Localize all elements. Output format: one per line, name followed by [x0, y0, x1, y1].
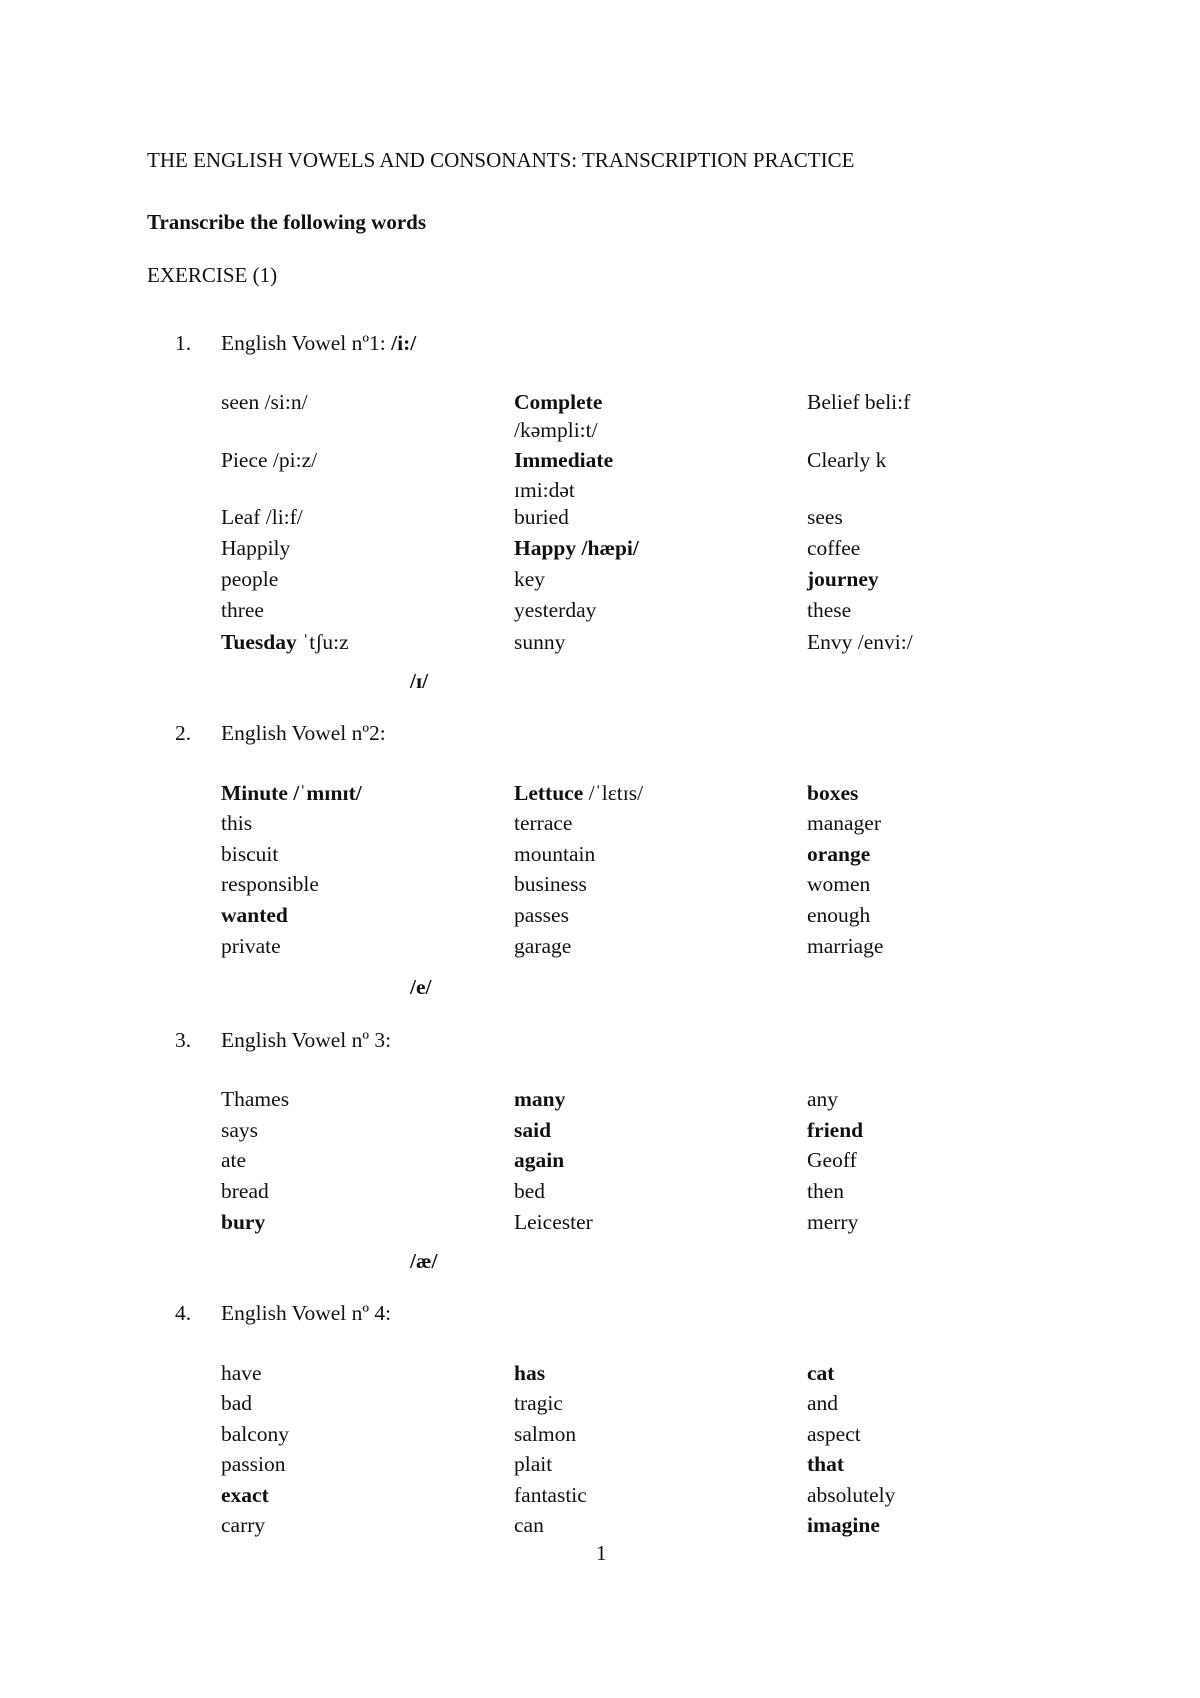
- next-vowel-symbol: /e/: [410, 975, 432, 999]
- word-cell: journey: [807, 567, 879, 591]
- word-cell: bury: [221, 1210, 266, 1234]
- word-cell: Happy /hæpi/: [514, 536, 639, 560]
- word-cell: private: [221, 934, 281, 958]
- word-cell: said: [514, 1118, 552, 1142]
- word-cell: key: [514, 567, 546, 591]
- next-vowel-symbol: /ɪ/: [410, 669, 429, 693]
- word-cell: ɪmi:dət: [514, 478, 575, 502]
- word-cell: Thames: [221, 1087, 290, 1111]
- document-title: THE ENGLISH VOWELS AND CONSONANTS: TRANSCRIPTION PRACTICE: [147, 148, 855, 172]
- word-cell: says: [221, 1118, 259, 1142]
- exercise-heading: EXERCISE (1): [147, 263, 278, 287]
- word-cell: imagine: [807, 1513, 880, 1537]
- word-cell: Complete: [514, 390, 603, 414]
- word-cell: Lettuce /ˈlɛtɪs/: [514, 781, 644, 805]
- word-cell: this: [221, 811, 253, 835]
- word-cell: balcony: [221, 1422, 290, 1446]
- page-number: 1: [596, 1541, 607, 1565]
- word-cell: Immediate: [514, 448, 614, 472]
- word-cell: any: [807, 1087, 839, 1111]
- word-cell: absolutely: [807, 1483, 896, 1507]
- word-cell: has: [514, 1361, 546, 1385]
- word-cell: women: [807, 872, 871, 896]
- section-label: English Vowel nº 4:: [221, 1301, 392, 1325]
- word-cell: terrace: [514, 811, 573, 835]
- instructions: Transcribe the following words: [147, 210, 427, 234]
- word-cell: have: [221, 1361, 262, 1385]
- word-cell: seen /si:n/: [221, 390, 308, 414]
- word-cell: bread: [221, 1179, 269, 1203]
- word-cell: fantastic: [514, 1483, 587, 1507]
- word-cell: people: [221, 567, 279, 591]
- word-cell: orange: [807, 842, 871, 866]
- word-cell: responsible: [221, 872, 319, 896]
- word-cell: marriage: [807, 934, 884, 958]
- word-cell: Belief beli:f: [807, 390, 911, 414]
- section-label: English Vowel nº1: /i:/: [221, 331, 417, 355]
- word-cell: Leicester: [514, 1210, 593, 1234]
- word-cell: bed: [514, 1179, 546, 1203]
- word-cell: carry: [221, 1513, 266, 1537]
- word-cell: Minute /ˈmɪnɪt/: [221, 781, 362, 805]
- word-cell: Piece /pi:z/: [221, 448, 318, 472]
- word-cell: Tuesday ˈtʃu:z: [221, 630, 349, 654]
- word-cell: sees: [807, 505, 843, 529]
- word-cell: merry: [807, 1210, 859, 1234]
- word-cell: coffee: [807, 536, 861, 560]
- section-label: English Vowel nº2:: [221, 721, 386, 745]
- word-cell: yesterday: [514, 598, 597, 622]
- word-cell: again: [514, 1148, 565, 1172]
- word-cell: exact: [221, 1483, 269, 1507]
- word-cell: these: [807, 598, 852, 622]
- word-cell: ate: [221, 1148, 247, 1172]
- word-cell: business: [514, 872, 587, 896]
- word-cell: /kəmpli:t/: [514, 418, 598, 442]
- word-cell: can: [514, 1513, 544, 1537]
- word-cell: plait: [514, 1452, 553, 1476]
- word-cell: friend: [807, 1118, 864, 1142]
- section-number: 4.: [175, 1301, 192, 1325]
- word-cell: bad: [221, 1391, 253, 1415]
- word-cell: garage: [514, 934, 572, 958]
- word-cell: tragic: [514, 1391, 563, 1415]
- word-cell: wanted: [221, 903, 288, 927]
- word-cell: Happily: [221, 536, 291, 560]
- word-cell: manager: [807, 811, 882, 835]
- word-cell: many: [514, 1087, 566, 1111]
- word-cell: mountain: [514, 842, 596, 866]
- word-cell: cat: [807, 1361, 835, 1385]
- word-cell: that: [807, 1452, 845, 1476]
- word-cell: Leaf /li:f/: [221, 505, 303, 529]
- word-cell: then: [807, 1179, 845, 1203]
- word-cell: boxes: [807, 781, 859, 805]
- word-cell: passes: [514, 903, 569, 927]
- next-vowel-symbol: /æ/: [410, 1249, 438, 1273]
- word-cell: biscuit: [221, 842, 279, 866]
- word-cell: three: [221, 598, 264, 622]
- word-cell: and: [807, 1391, 839, 1415]
- word-cell: enough: [807, 903, 871, 927]
- section-label: English Vowel nº 3:: [221, 1028, 392, 1052]
- word-cell: salmon: [514, 1422, 577, 1446]
- word-cell: Geoff: [807, 1148, 857, 1172]
- section-number: 1.: [175, 331, 192, 355]
- word-cell: Envy /envi:/: [807, 630, 913, 654]
- word-cell: sunny: [514, 630, 566, 654]
- word-cell: passion: [221, 1452, 286, 1476]
- section-number: 2.: [175, 721, 192, 745]
- word-cell: Clearly k: [807, 448, 887, 472]
- word-cell: buried: [514, 505, 569, 529]
- section-number: 3.: [175, 1028, 192, 1052]
- word-cell: aspect: [807, 1422, 861, 1446]
